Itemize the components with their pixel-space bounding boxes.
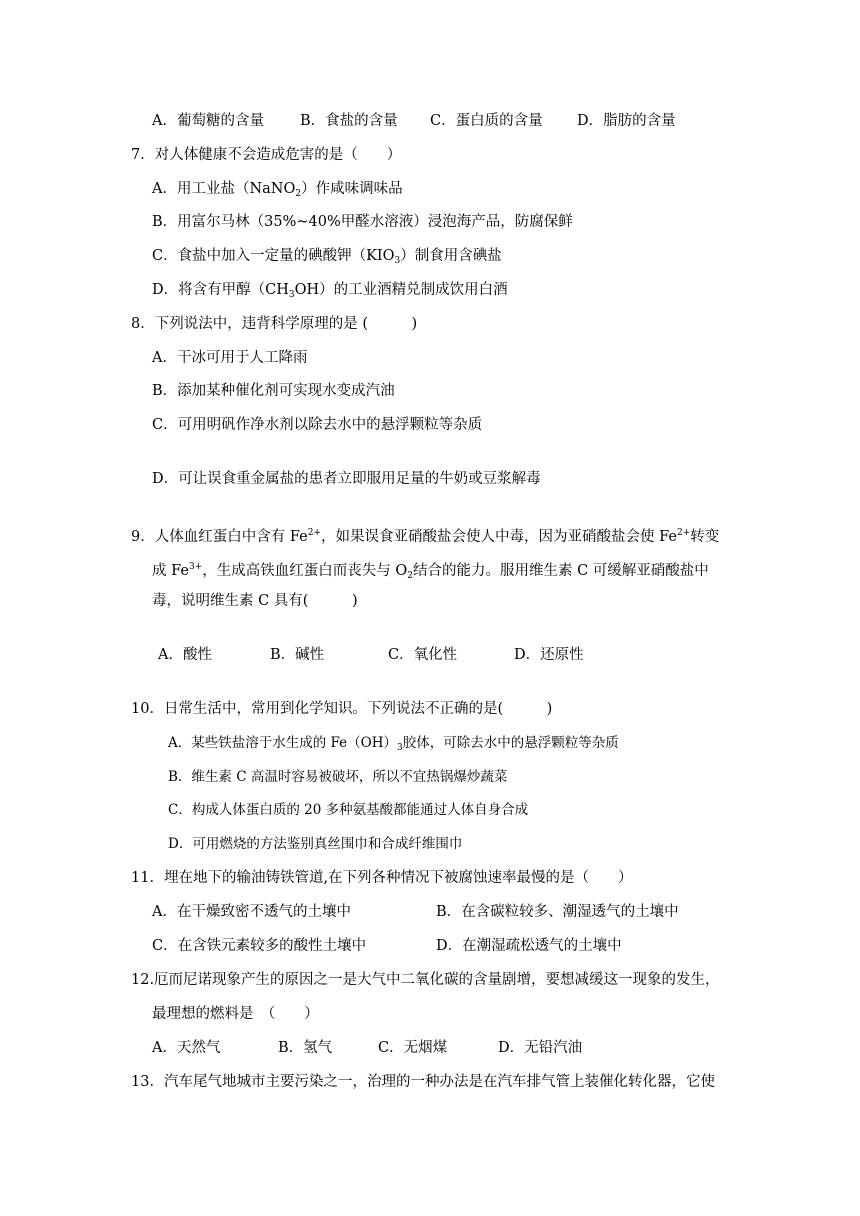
q9-stem-line-1: 9．人体血红蛋白中含有 $Fe^{2+}$，如果误食亚硝酸盐会使人中毒，因为亚硝酸盐会使 $Fe^{2+}$转变 bbox=[131, 528, 720, 545]
q11-stem: 11．埋在地下的输油铸铁管道,在下列各种情况下被腐蚀速率最慢的是（ ） bbox=[131, 870, 633, 886]
q7-option-a: A．用工业盐（NaNO$_2$）作咸味调味品 bbox=[152, 181, 403, 199]
q11-option-b: B．在含碳粒较多、潮湿透气的土壤中 bbox=[436, 904, 679, 920]
q11-option-c: C．在含铁元素较多的酸性土壤中 bbox=[152, 938, 367, 954]
q7-option-d: D．将含有甲醇$(CH_3OH)$的工业酒精兑制成饮用白酒 bbox=[152, 282, 508, 300]
q7-option-c: C．食盐中加入一定量的碘酸钾$(KIO_3)$制食用含碘盐 bbox=[152, 248, 502, 266]
q7-option-b: B．用富尔马林（35%~40%甲醛水溶液）浸泡海产品，防腐保鲜 bbox=[152, 214, 573, 230]
q12-option-b: B．氢气 bbox=[278, 1040, 333, 1056]
q12-stem-line-1: 12.厄而尼诺现象产生的原因之一是大气中二氧化碳的含量剧增，要想减缓这一现象的发生， bbox=[131, 972, 720, 988]
q8-option-a: A．干冰可用于人工降雨 bbox=[152, 350, 308, 366]
q8-option-c: C．可用明矾作净水剂以除去水中的悬浮颗粒等杂质 bbox=[152, 417, 483, 433]
q6-option-a: A．葡萄糖的含量 bbox=[152, 113, 264, 129]
q10-stem: 10．日常生活中，常用到化学知识。下列说法不正确的是( ) bbox=[131, 701, 553, 717]
q13-stem-line-1: 13．汽车尾气地城市主要污染之一，治理的一种办法是在汽车排气管上装催化转化器，它使 bbox=[131, 1074, 715, 1090]
q12-option-d: D．无铅汽油 bbox=[498, 1040, 583, 1056]
q12-option-a: A．天然气 bbox=[152, 1040, 221, 1056]
q10-option-d: D．可用燃烧的方法鉴别真丝围巾和合成纤维围巾 bbox=[168, 836, 463, 852]
q6-option-d: D．脂肪的含量 bbox=[577, 113, 676, 129]
q10-option-a: A．某些铁盐溶于水生成的 $Fe(OH)_3$胶体，可除去水中的悬浮颗粒等杂质 bbox=[168, 735, 619, 753]
q11-option-a: A．在干燥致密不透气的土壤中 bbox=[152, 904, 351, 920]
q12-stem-line-2: 最理想的燃料是 （ ） bbox=[152, 1006, 319, 1022]
q9-stem-line-2: 成 $Fe^{3+}$，生成高铁血红蛋白而丧失与 $O_2$结合的能力。服用维生素 C 可缓解亚硝酸盐中 bbox=[152, 562, 709, 581]
q12-option-c: C．无烟煤 bbox=[378, 1040, 448, 1056]
q9-option-c: C．氧化性 bbox=[388, 647, 458, 663]
q9-option-b: B．碱性 bbox=[270, 647, 325, 663]
q8-option-b: B．添加某种催化剂可实现水变成汽油 bbox=[152, 383, 395, 399]
q9-stem-line-3: 毒，说明维生素 C 具有( ) bbox=[152, 593, 358, 609]
q7-stem: 7．对人体健康不会造成危害的是（ ） bbox=[131, 147, 402, 163]
q9-option-a: A．酸性 bbox=[158, 647, 212, 663]
q8-stem: 8．下列说法中，违背科学原理的是 ( ) bbox=[131, 316, 418, 332]
q10-option-c: C．构成人体蛋白质的 20 多种氨基酸都能通过人体自身合成 bbox=[168, 802, 529, 818]
q10-option-b: B．维生素 C 高温时容易被破坏，所以不宜热锅爆炒蔬菜 bbox=[168, 769, 508, 785]
q6-option-c: C．蛋白质的含量 bbox=[430, 113, 543, 129]
q8-option-d: D．可让误食重金属盐的患者立即服用足量的牛奶或豆浆解毒 bbox=[152, 471, 541, 487]
q9-option-d: D．还原性 bbox=[514, 647, 584, 663]
q11-option-d: D．在潮湿疏松透气的土壤中 bbox=[436, 938, 622, 954]
q6-option-b: B．食盐的含量 bbox=[300, 113, 398, 129]
